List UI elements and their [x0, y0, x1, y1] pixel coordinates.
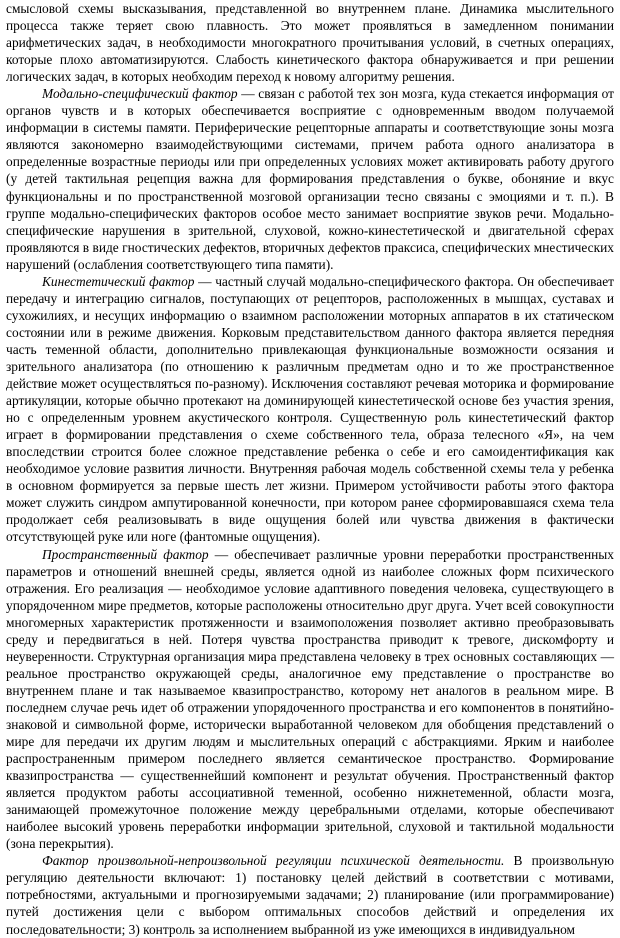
paragraph-term: Кинестетический фактор — [42, 273, 195, 289]
paragraph-kinesthetic-factor — [6, 273, 614, 546]
paragraph-term: Фактор произвольной-непроизвольной регуляции психической деятельности. — [42, 853, 505, 869]
paragraph-text: В произвольную регуляцию деятельности включают: 1) постановку целей действий в соответствии с мотивами, потребностями, актуальными и прогнозируемыми задачами; 2) планирование (или программирование) путей достижения цели с выбором оптимальных способов действий и определения их последовательности; 3) контроль за исполнением выбранной из уже имеющихся в индивидуальном — [6, 853, 614, 937]
paragraph-spatial-factor — [6, 546, 614, 853]
paragraph-text: — связан с работой тех зон мозга, куда стекается информация от органов чувств и в которых обеспечивается восприятие с одновременным вводом получаемой информации в системы памяти. Периферические рецепторные аппараты и соответствующие зоны мозга являются закономерно взаимодействующими системами, причем работа одного анализатора в определенные возрастные периоды или при определенных условиях может активировать работу другого (у детей тактильная рецепция важна для формирования представления о букве, обоняние и вкус функциональны и по пространственной мозговой организации тесно связаны с эмоциями и т. п.). В группе модально-специфических факторов особое место занимает восприятие звуков речи. Модально-специфические нарушения в зрительной, слуховой, кожно-кинестетической и двигательной сферах проявляются в виде гностических дефектов, вторичных дефектов праксиса, специфических мнестических нарушений (ослабления соответствующего типа памяти). — [6, 86, 614, 272]
paragraph-modal-specific-factor — [6, 85, 614, 273]
paragraph-text: — частный случай модально-специфического фактора. Он обеспечивает передачу и интеграцию сигналов, поступающих от рецепторов, расположенных в мышцах, суставах и сухожилиях, и несущих информацию о взаимном расположении моторных аппаратов в их статическом состоянии или в режиме движения. Корковым представительством данного фактора является передняя часть теменной области, дополнительно привлекающая функциональные возможности осязания и зрительного анализатора (по отношению к различным предметам одно и то же пространственное действие может осуществляться по-разному). Исключения составляют речевая моторика и формирование артикуляции, которые обычно протекают на доминирующей кинестетической основе без участия зрения, но с определенным уровнем акустического контроля. Существенную роль кинестетический фактор играет в формировании представления о схеме собственного тела, образа телесного «Я», на чем впоследствии строится более сложное представление ребенка о себе и его самоидентификация как необходимое условие развития личности. Внутренняя рабочая модель собственной схемы тела у ребенка в основном формируется за первые шесть лет жизни. Примером устойчивости работы этого фактора может служить синдром ампутированной конечности, при котором ранее сформировавшаяся схема тела продолжает себя реализовывать в виде ощущения болей или чувства движения в фактически отсутствующей руке или ноге (фантомные ощущения). — [6, 273, 614, 545]
paragraph-regulation-factor — [6, 852, 614, 937]
paragraph-term: Пространственный фактор — [42, 546, 209, 562]
document-page — [6, 0, 614, 937]
paragraph-term: Модально-специфический фактор — [42, 86, 238, 102]
paragraph-text: смысловой схемы высказывания, представленной во внутреннем плане. Динамика мыслительного процесса также теряет свою плавность. Это может проявляться в замедленном понимании арифметических задач, в необходимости многократного прочитывания условий, в счетных операциях, которые плохо автоматизируются. Слабость кинетического фактора обнаруживается и при решении логических задач, в которых необходим переход к новому алгоритму решения. — [6, 1, 614, 85]
paragraph-text: — обеспечивает различные уровни переработки пространственных параметров и отношений внешней среды, является одной из наиболее сложных форм психического отражения. Его реализация — необходимое условие адаптивного поведения человека, существующего в упорядоченном мире предметов, которые расположены относительно друг друга. Учет всей совокупности многомерных характеристик протяженности и взаимоположения позволяет активно преобразовывать среду и передвигаться в ней. Потеря чувства пространства приводит к тревоге, дискомфорту и неуверенности. Структурная организация мира представлена человеку в трех основных составляющих — реальное пространство окружающей среды, аналогичное ему представление о пространстве во внутреннем плане и так называемое квазипространство, которому нет аналогов в реальном мире. В последнем случае речь идет об отражении упорядоченного пространства и его компонентов в понятийно-знаковой и символьной форме, исторически выработанной человеком для обобщения представлений о мире для передачи их другим людям и мыслительных операций с абстракциями. Ярким и наиболее распространенным примером последнего является семантическое пространство. Формирование квазипространства — существеннейший компонент и результат обучения. Пространственный фактор является продуктом работы ассоциативной теменной, особенно нижнетеменной, области мозга, занимающей промежуточное положение между церебральными отделами, которые обеспечивают наиболее высокий уровень переработки информации зрительной, слуховой и тактильной модальности (зона перекрытия). — [6, 546, 614, 852]
paragraph-kinetic-continuation — [6, 0, 614, 85]
